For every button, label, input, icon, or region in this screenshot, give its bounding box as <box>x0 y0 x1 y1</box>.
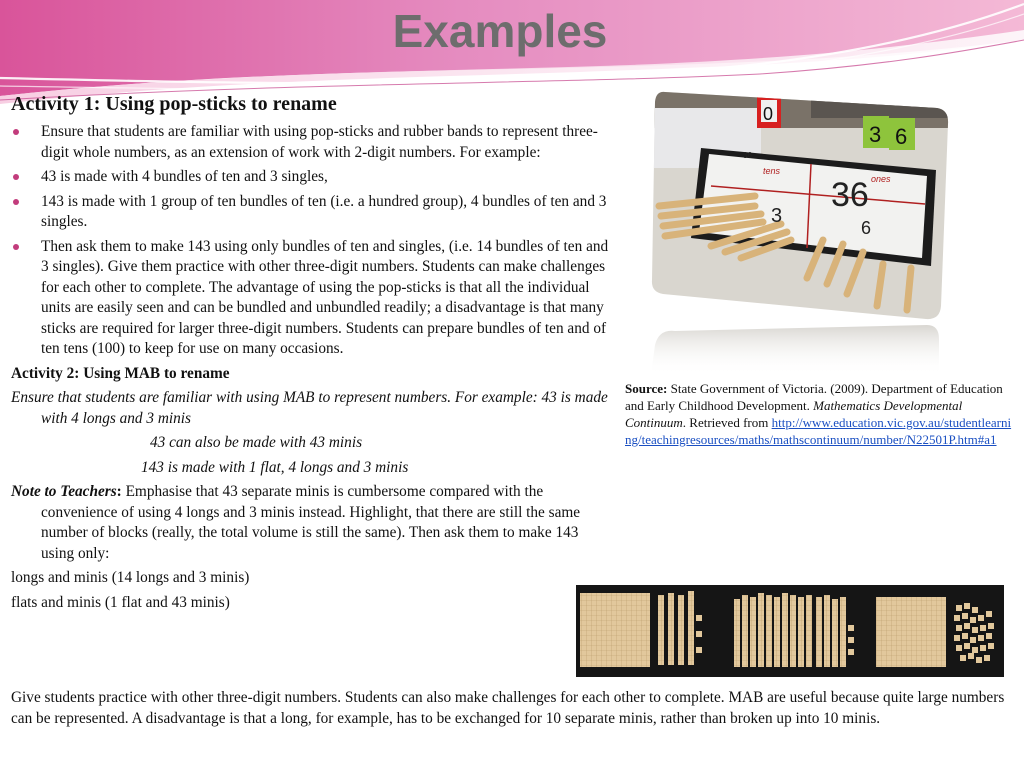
bullet-item: Then ask them to make 143 using only bundles of ten and singles, (i.e. 14 bundles of ten and 3 singles). Give them practice with other three-digit numbers. Students can make challenges for each other to complete. The advantage of using the pop-sticks is that all the individual units are easily seen and can be bundled and unbundled readily; a disadvantage is that many sticks are required for larger three-digit numbers. Students can prepare bundles of ten and of ten tens (100) to keep for use on many occasions. <box>11 237 611 360</box>
note-text: Emphasise that 43 separate minis is cumbersome compared with the convenience of using 4 longs and 3 minis instead. Highlight, that there are still the same number of blocks (really, the total volume is still the same). Then ask them to make 143 using only: <box>41 483 581 562</box>
activity2-intro: Ensure that students are familiar with using MAB to represent numbers. For example: 43 is made with 4 longs and 3 minis <box>11 389 608 427</box>
source-label: Source: <box>625 381 668 396</box>
note-label: Note to Teachers <box>11 483 117 500</box>
card-digit-0: 0 <box>763 104 774 124</box>
option-longs-minis: longs and minis (14 longs and 3 minis) <box>11 569 250 586</box>
slide-title: Examples <box>392 5 608 57</box>
board-ones-label: ones <box>871 174 891 184</box>
main-content <box>11 92 611 617</box>
board-digit-6: 6 <box>861 218 872 238</box>
activity2-line-43-minis: 43 can also be made with 43 minis <box>150 434 363 451</box>
source-citation <box>625 380 1015 448</box>
board-corner-36: 36 <box>743 151 752 160</box>
bullet-item: 43 is made with 4 bundles of ten and 3 singles, <box>11 167 611 188</box>
mab-blocks-photo <box>576 585 1004 677</box>
bullet-item: Ensure that students are familiar with using pop-sticks and rubber bands to represent three-digit whole numbers, as an extension of work with 2-digit numbers. For example: <box>11 122 611 163</box>
card-digit-3: 3 <box>869 122 882 147</box>
card-digit-6: 6 <box>895 124 908 149</box>
source-title: Mathematics Developmental Continuum <box>625 398 963 430</box>
closing-paragraph: Give students practice with other three-digit numbers. Students can also make challenges for each other to complete. MAB are useful because quite large numbers can be represented. A disadvantage is that a long, for example, has to be exchanged for 10 separate minis, rather than broken up into 10 minis. <box>11 689 1005 727</box>
board-tens-label: tens <box>763 166 781 176</box>
activity1-heading: Activity 1: Using pop-sticks to rename <box>11 93 337 115</box>
activity2-line-143: 143 is made with 1 flat, 4 longs and 3 minis <box>141 458 409 476</box>
board-number-36: 36 <box>831 176 869 214</box>
source-text: State Government of Victoria. (2009). Department of Education and Early Childhood Development. <box>625 381 1003 413</box>
activity1-bullet-list <box>11 122 611 360</box>
source-retrieved: . Retrieved from <box>682 415 772 430</box>
option-flats-minis: flats and minis (1 flat and 43 minis) <box>11 593 230 611</box>
note-colon: : <box>116 483 122 500</box>
photo-reflection <box>651 325 939 375</box>
bullet-item: 143 is made with 1 group of ten bundles of ten (i.e. a hundred group), 4 bundles of ten and 3 singles. <box>11 192 611 233</box>
source-link[interactable]: http://www.education.vic.gov.au/studentlearning/teachingresources/maths/mathscontinuum/number/N22501P.htm#a1 <box>625 415 1012 447</box>
popsticks-photo <box>651 88 951 320</box>
note-to-teachers <box>11 482 611 564</box>
activity2-heading: Activity 2: Using MAB to rename <box>11 364 230 382</box>
board-digit-3: 3 <box>771 205 783 227</box>
